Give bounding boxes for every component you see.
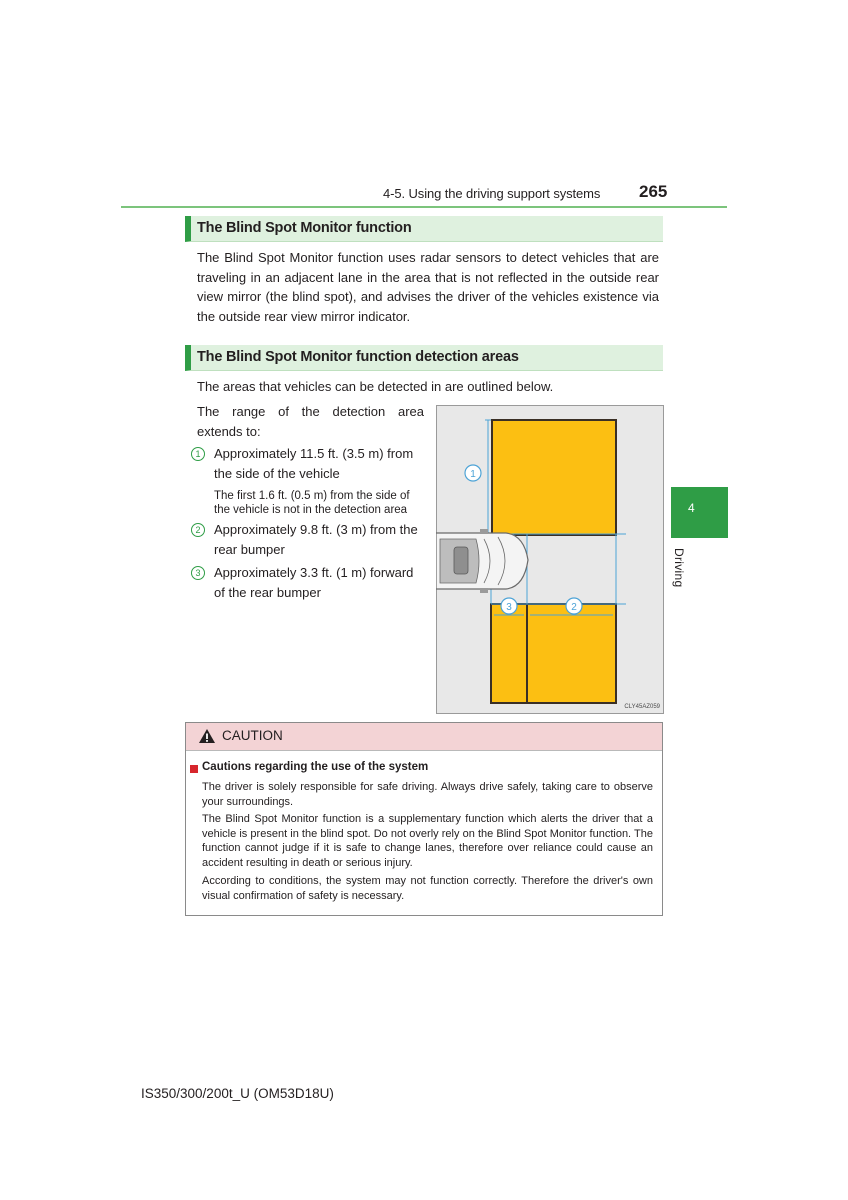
chapter-number: 4: [688, 501, 695, 515]
chapter-label: Driving: [672, 548, 686, 588]
diagram-marker-3: [501, 598, 517, 614]
running-header-section-title: 4-5. Using the driving support systems: [383, 186, 601, 201]
range-intro: The range of the detection area extends to:: [197, 404, 424, 439]
section-heading-blind-spot-monitor: [185, 216, 663, 242]
svg-text:2: 2: [571, 602, 577, 613]
list-item: Approximately 3.3 ft. (1 m) forward of the rear bumper: [214, 565, 414, 600]
rear-behind-zone: [527, 604, 616, 703]
vehicle-top-view: [436, 529, 528, 593]
caution-paragraph: The Blind Spot Monitor function is a supplementary function which alerts the driver that a vehicle is present in the blind spot. Do not overly rely on the Blind Spot Monitor function. The function cannot judge if it is safe to change lanes, therefore over reliance could cause an accident resulting in death or serious injury.: [202, 813, 653, 869]
side-detection-zone: [492, 420, 616, 535]
caution-header: [186, 723, 662, 751]
rear-forward-zone: [491, 604, 527, 703]
list-item: Approximately 11.5 ft. (3.5 m) from the side of the vehicle: [214, 446, 414, 481]
caution-paragraph: According to conditions, the system may not function correctly. Therefore the driver's own visual confirmation of safety is necessary.: [202, 875, 653, 902]
caution-subheading: Cautions regarding the use of the system: [202, 761, 429, 773]
section-heading-text: The Blind Spot Monitor function: [197, 220, 412, 236]
diagram-marker-1: [465, 465, 481, 481]
warning-triangle-icon: [198, 728, 216, 744]
section-heading-text: The Blind Spot Monitor function detection areas: [197, 349, 519, 365]
red-square-bullet-icon: [190, 765, 198, 773]
diagram-marker-2: [566, 598, 582, 614]
list-item: Approximately 9.8 ft. (3 m) from the rear bumper: [214, 522, 418, 557]
detection-area-diagram: [436, 405, 664, 714]
marker-1-icon: 1: [191, 447, 205, 461]
page-number: 265: [639, 182, 668, 201]
detection-intro: The areas that vehicles can be detected in are outlined below.: [197, 379, 554, 394]
section-paragraph: The Blind Spot Monitor function uses radar sensors to detect vehicles that are traveling in an adjacent lane in the area that is not reflected in the outside rear view mirror (the blind spot), and advises the driver of the vehicles existence via the outside rear view mirror indicator.: [197, 250, 659, 324]
svg-text:3: 3: [506, 602, 512, 613]
footer-model-code: IS350/300/200t_U (OM53D18U): [141, 1086, 334, 1101]
header-divider: [121, 206, 727, 208]
svg-text:1: 1: [470, 469, 476, 480]
chapter-tab[interactable]: [671, 487, 728, 538]
list-item-note: The first 1.6 ft. (0.5 m) from the side of the vehicle is not in the detection area: [214, 490, 410, 516]
caution-paragraph: The driver is solely responsible for safe driving. Always drive safely, taking care to observe your surroundings.: [202, 781, 653, 808]
diagram-code: CLY45AZ059: [624, 704, 660, 710]
caution-title: CAUTION: [222, 728, 283, 743]
section-heading-detection-areas: [185, 345, 663, 371]
marker-3-icon: 3: [191, 566, 205, 580]
marker-2-icon: 2: [191, 523, 205, 537]
